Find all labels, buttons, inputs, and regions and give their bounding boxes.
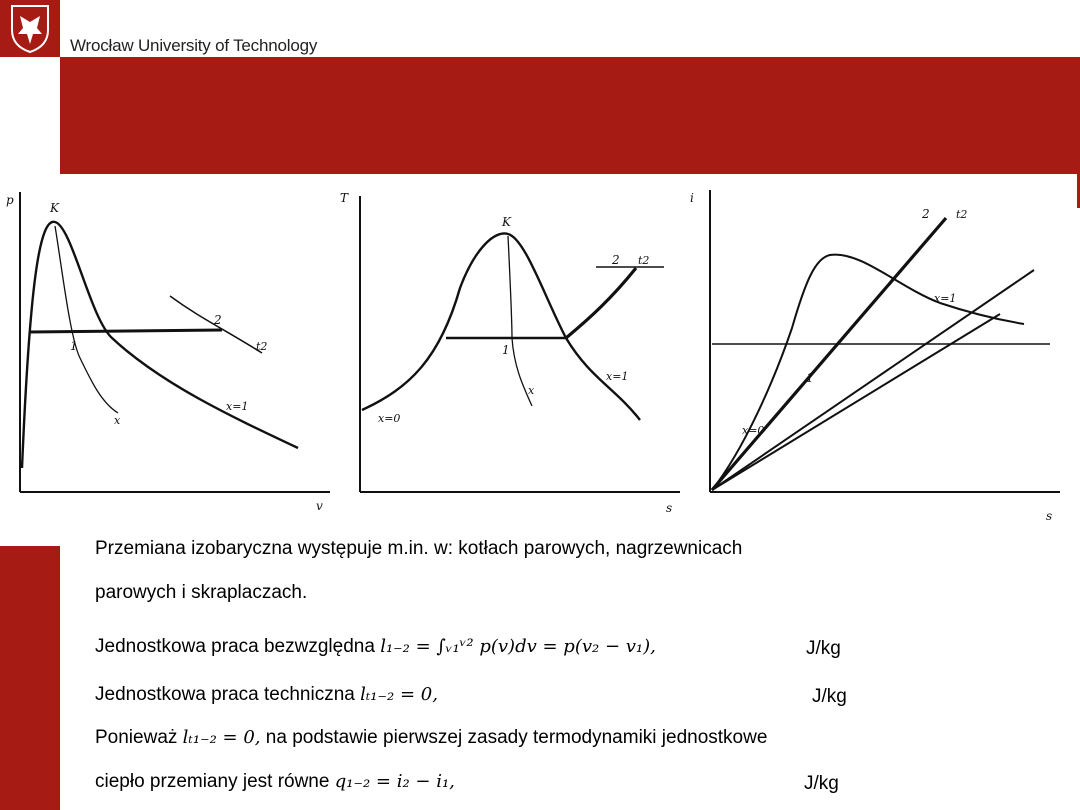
pv-isobar <box>30 330 222 332</box>
is-diagram <box>690 190 1060 523</box>
paragraph-line-1: Przemiana izobaryczna występuje m.in. w: kotłach parowych, nagrzewnicach <box>95 538 743 559</box>
pv-quality-curve <box>55 226 118 413</box>
absolute-work-line <box>95 636 656 658</box>
university-logo <box>0 0 60 57</box>
pv-x-label: v <box>316 499 323 513</box>
ts-isotherm-label: t2 <box>638 254 650 267</box>
is-isotherm-label: t2 <box>956 208 968 221</box>
since-formula: lₜ₁₋₂ = 0, <box>182 727 261 748</box>
since-prefix: Ponieważ <box>95 727 178 748</box>
pv-x-label-curve: x <box>114 414 121 427</box>
is-point-1: 1 <box>806 371 814 385</box>
ts-x1-label: x=1 <box>606 370 629 383</box>
is-y-label: i <box>690 191 694 205</box>
pv-point-2: 2 <box>214 313 222 327</box>
paragraph-line-2: parowych i skraplaczach. <box>95 582 308 603</box>
is-point-2: 2 <box>922 207 930 221</box>
heat-line <box>95 771 455 793</box>
absolute-work-label: Jednostkowa praca bezwzględna <box>95 636 375 657</box>
ts-peak-label: K <box>502 215 511 229</box>
ts-y-label: T <box>340 191 349 205</box>
is-x0-label: x=0 <box>742 424 765 437</box>
ts-x-label: s <box>666 501 673 515</box>
pv-x1-label: x=1 <box>226 400 249 413</box>
ts-point-2: 2 <box>612 253 620 267</box>
ts-quality-curve <box>508 236 532 406</box>
ts-x-label-curve: x <box>528 384 535 397</box>
technical-work-formula: lₜ₁₋₂ = 0, <box>360 684 438 705</box>
heat-formula: q₁₋₂ = i₂ − i₁, <box>334 771 455 792</box>
pv-isotherm-label: t2 <box>256 340 268 353</box>
pv-diagram <box>6 192 330 513</box>
is-x1-label: x=1 <box>934 292 957 305</box>
technical-work-line <box>95 684 438 706</box>
is-x-label: s <box>1046 509 1053 523</box>
ts-x0-label: x=0 <box>378 412 401 425</box>
ts-superheat <box>566 268 636 338</box>
ts-point-1: 1 <box>502 343 510 357</box>
ts-saturation-curve <box>362 233 640 420</box>
eagle-emblem-icon <box>0 0 60 57</box>
university-name: Wrocław University of Technology <box>70 36 318 55</box>
is-saturation-curve <box>712 255 1024 490</box>
pv-point-1: 1 <box>70 339 78 353</box>
absolute-work-unit: J/kg <box>806 638 841 659</box>
title-band <box>60 57 1080 174</box>
absolute-work-formula: l₁₋₂ = ∫ᵥ₁ᵛ² p(v)dv = p(v₂ − v₁), <box>380 636 656 657</box>
accent-bar-left <box>0 546 60 810</box>
heat-unit: J/kg <box>804 773 839 794</box>
technical-work-unit: J/kg <box>812 686 847 707</box>
since-suffix: na podstawie pierwszej zasady termodynamiki jednostkowe <box>265 727 768 748</box>
is-isobar-lower <box>712 314 1000 490</box>
pv-y-label: p <box>6 193 14 207</box>
thermo-diagrams <box>0 178 1080 523</box>
heat-label: ciepło przemiany jest równe <box>95 771 330 792</box>
technical-work-label: Jednostkowa praca techniczna <box>95 684 355 705</box>
pv-peak-label: K <box>50 201 59 215</box>
since-line <box>95 727 767 749</box>
ts-diagram <box>340 191 680 515</box>
